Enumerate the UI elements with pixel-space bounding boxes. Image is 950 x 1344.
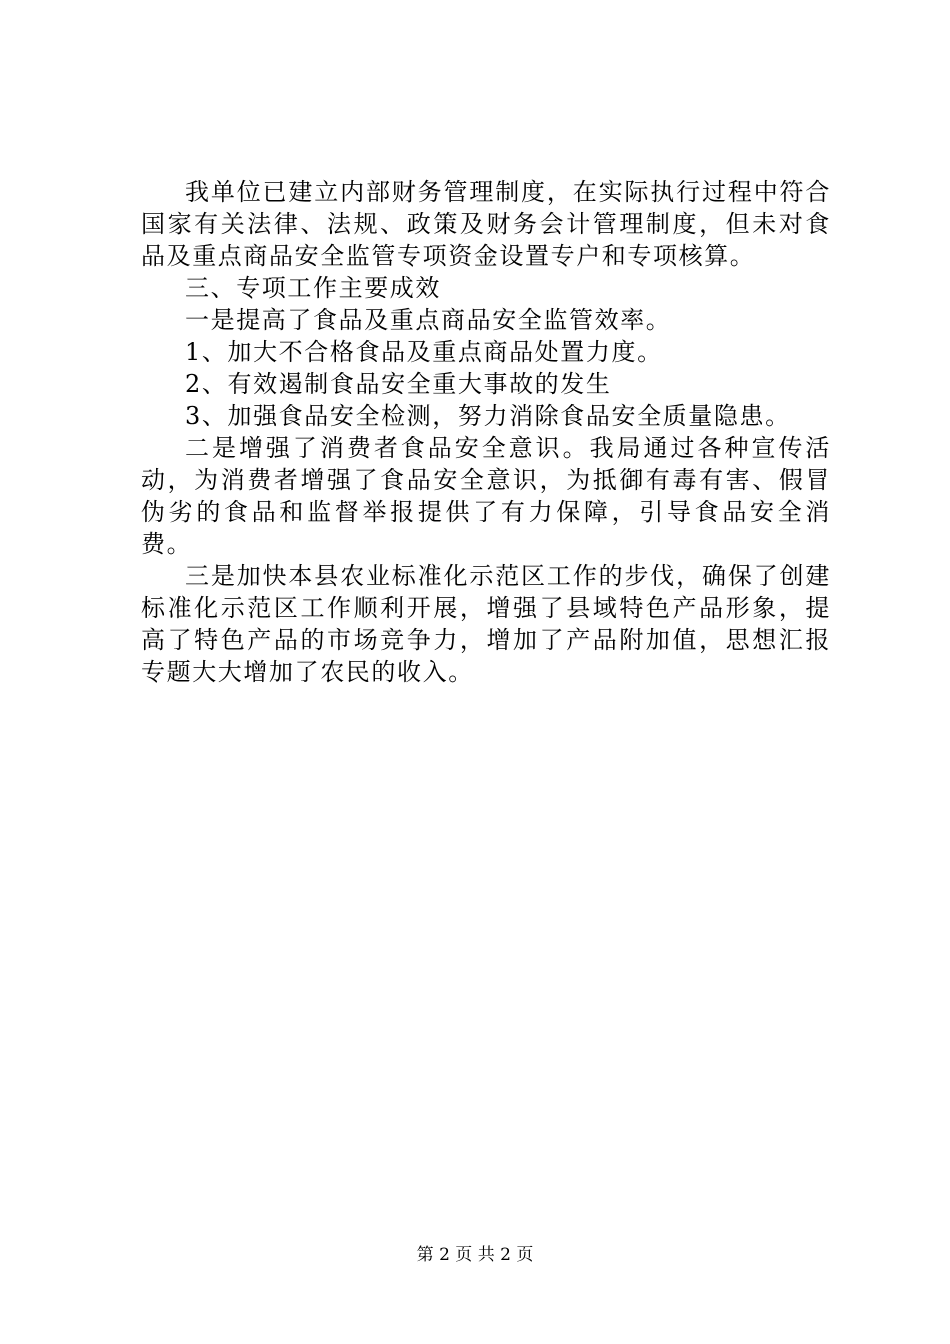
- document-body: [141, 176, 831, 688]
- paragraph-point-three: 三是加快本县农业标准化示范区工作的步伐，确保了创建标准化示范区工作顺利开展，增强了县域特色产品形象，提高了特色产品的市场竞争力，增加了产品附加值，思想汇报专题大大增加了农民的收入。: [141, 562, 831, 686]
- paragraph-point-one: 一是提高了食品及重点商品安全监管效率。: [185, 306, 672, 334]
- list-item-2: 2、有效遏制食品安全重大事故的发生: [185, 370, 612, 398]
- paragraph-point-two: 二是增强了消费者食品安全意识。我局通过各种宣传活动，为消费者增强了食品安全意识，为抵御有毒有害、假冒伪劣的食品和监督举报提供了有力保障，引导食品安全消费。: [141, 434, 831, 558]
- list-item-3: 3、加强食品安全检测，努力消除食品安全质量隐患。: [185, 402, 791, 430]
- paragraph-finance-system: 我单位已建立内部财务管理制度，在实际执行过程中符合国家有关法律、法规、政策及财务会计管理制度，但未对食品及重点商品安全监管专项资金设置专户和专项核算。: [141, 178, 831, 270]
- page-number-footer: 第 2 页 共 2 页: [416, 1245, 534, 1265]
- list-item-1: 1、加大不合格食品及重点商品处置力度。: [185, 338, 663, 366]
- section-heading-achievements: 三、专项工作主要成效: [185, 274, 441, 302]
